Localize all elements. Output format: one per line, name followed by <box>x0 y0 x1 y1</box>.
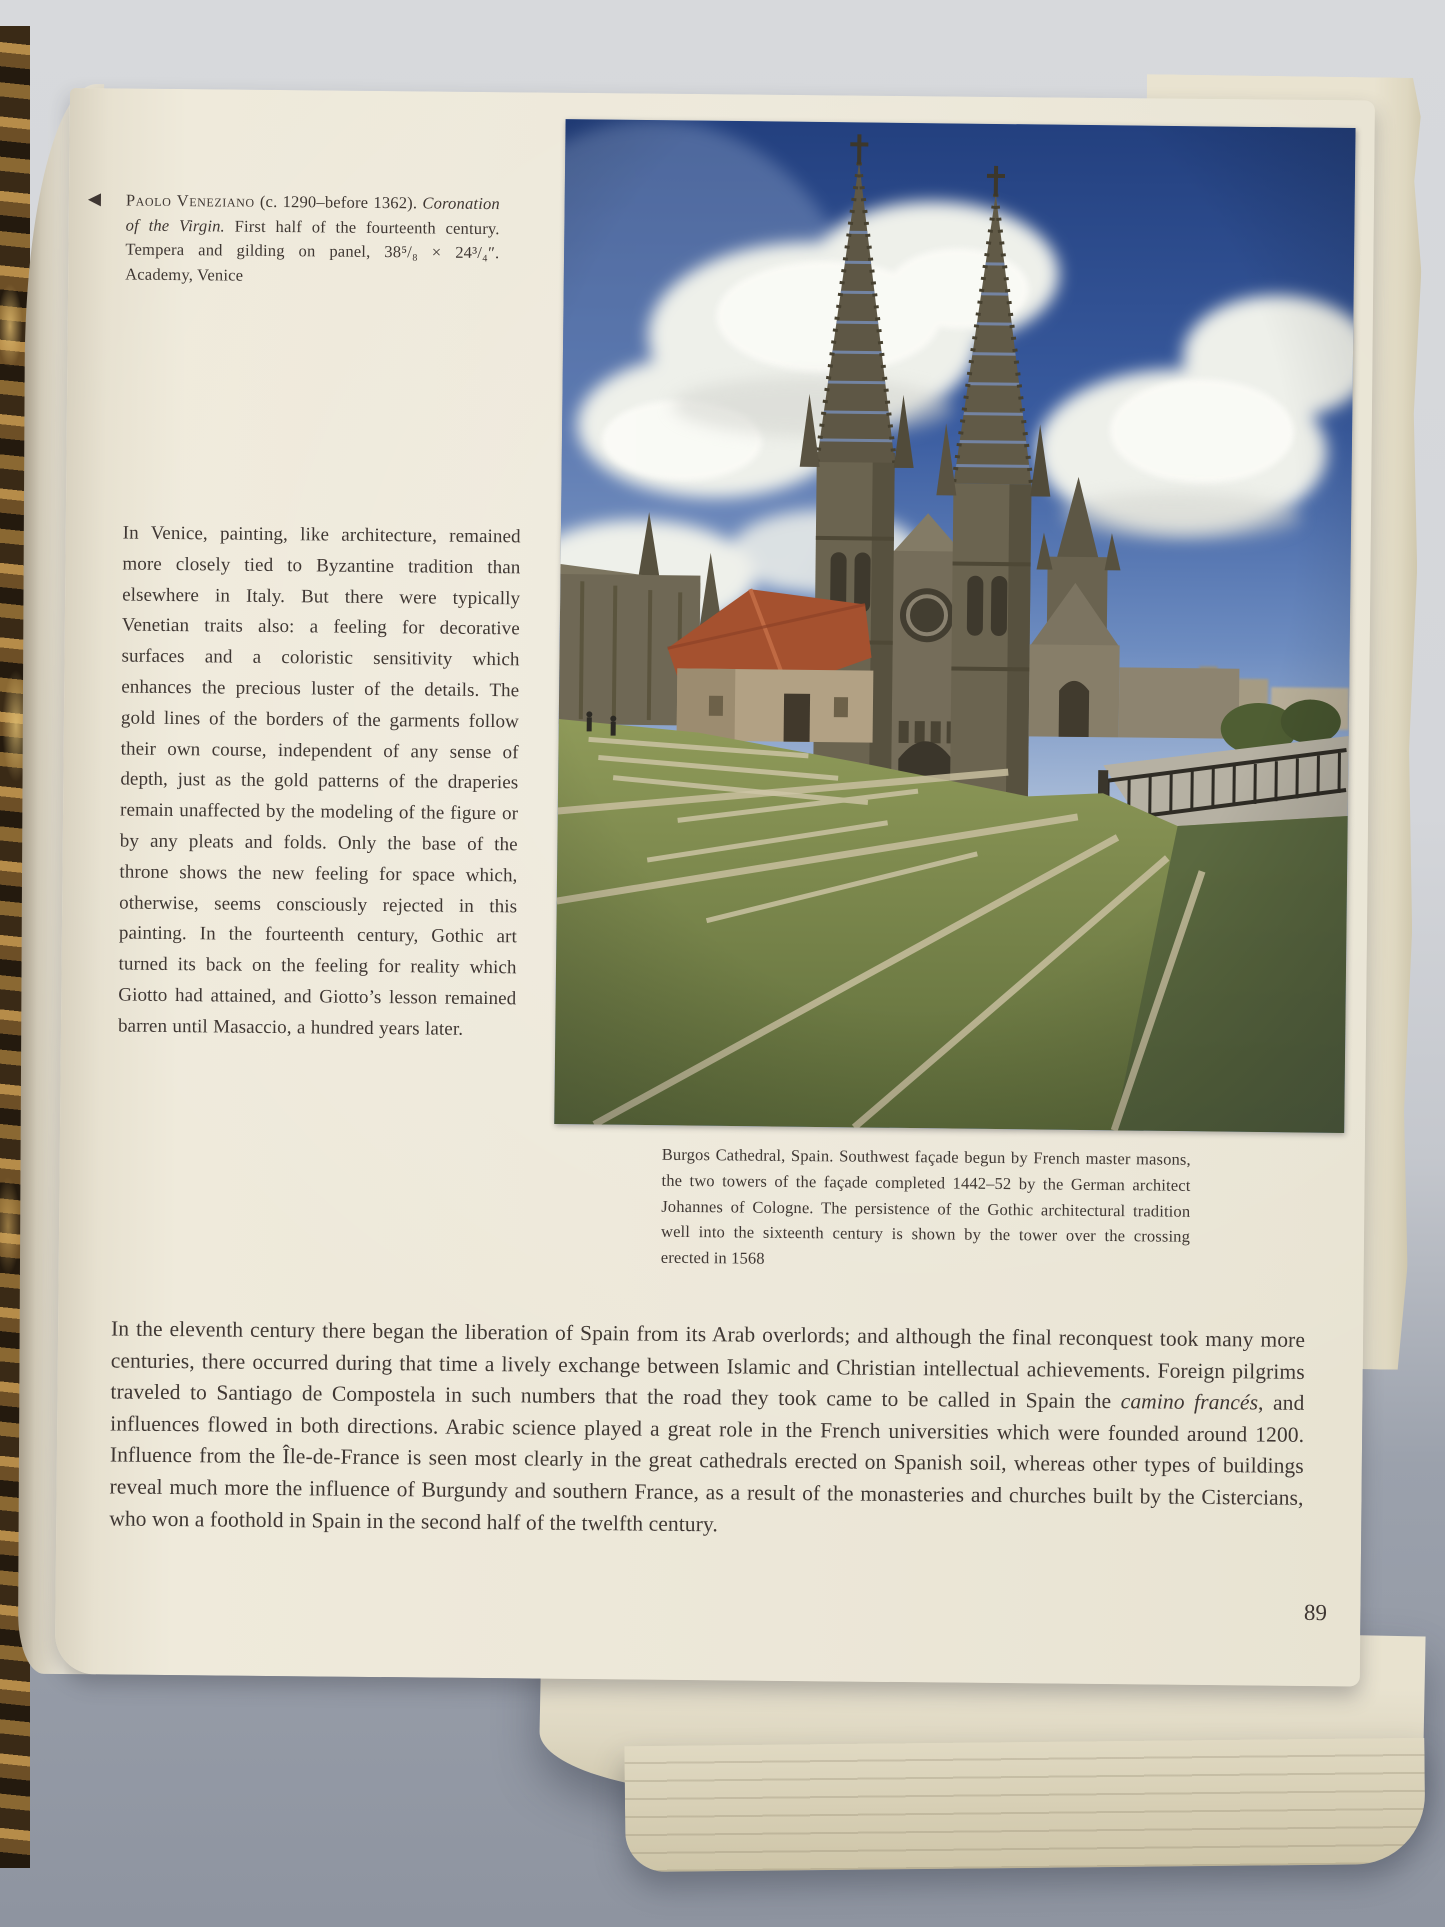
artist-name: Paolo Veneziano <box>125 190 255 211</box>
plate-caption <box>87 189 501 291</box>
cathedral-illustration <box>554 119 1355 1133</box>
body-text-column: In Venice, painting, like architecture, remained more closely tied to Byzantine tradition than elsewhere in Italy. But there were typically Venetian traits also: a feeling for decorative surfaces and a coloristic sensitivity which enhances the precious luster of the details. The gold lines of the borders of the garments follow their own course, independent of any sense of depth, just as the gold patterns of the draperies remain unaffected by the modeling of the figure or by any pleats and folds. Only the base of the throne shows the new feeling for space which, otherwise, seems consciously rejected in this painting. In the fourteenth century, Gothic art turned its back on the feeling for reality which Giotto had attained, and Giotto’s lesson remained barren until Masaccio, a hundred years later. <box>117 522 521 1040</box>
artwork-details: First half of the fourteenth century. Tempera and gilding on panel, 38⁵/₈ × 24³/₄″. Academy, Venice <box>125 216 500 285</box>
photo-vignette <box>554 119 1355 1133</box>
left-pointing-triangle-icon: ◀ <box>87 189 102 210</box>
photo-caption: Burgos Cathedral, Spain. Southwest façade begun by French master masons, the two towers of the façade completed 1442–52 by the German architect Johannes of Cologne. The persistence of the Gothic architectural tradition well into the sixteenth century is shown by the tower over the crossing erected in 1568 <box>660 1144 1191 1268</box>
book-page <box>55 88 1375 1686</box>
burgos-cathedral-photo <box>554 119 1355 1133</box>
intro-paragraph <box>109 1313 1305 1546</box>
artwork-title: Coronation of the Virgin. <box>125 193 501 236</box>
intro-italic-term: camino francés <box>1120 1389 1259 1415</box>
book-page-stack-edge-lower <box>624 1738 1425 1872</box>
intro-text-lead: In the eleventh century there began the liberation of Spain from its Arab overlords; and although the final reconquest took many more centuries, there occurred during that time a lively exchange between Islamic and Christian intellectual achievements. Foreign pilgrims traveled to Santiago de Compostela in such numbers that the road they took came to be called in Spain the <box>110 1316 1306 1414</box>
intro-text-tail: , and influences flowed in both directions. Arabic science played a great role in the French universities which were founded around 1200. Influence from the Île-de-France is seen most clearly in the great cathedrals erected on Spanish soil, whereas other types of buildings reveal much more the influence of Burgundy and southern France, as a result of the monasteries and churches built by the Cistercians, who won a foothold in Spain in the second half of the twelfth century. <box>109 1390 1305 1536</box>
page-number: 89 <box>1303 1599 1328 1626</box>
artist-dates: (c. 1290–before 1362). <box>254 191 423 213</box>
